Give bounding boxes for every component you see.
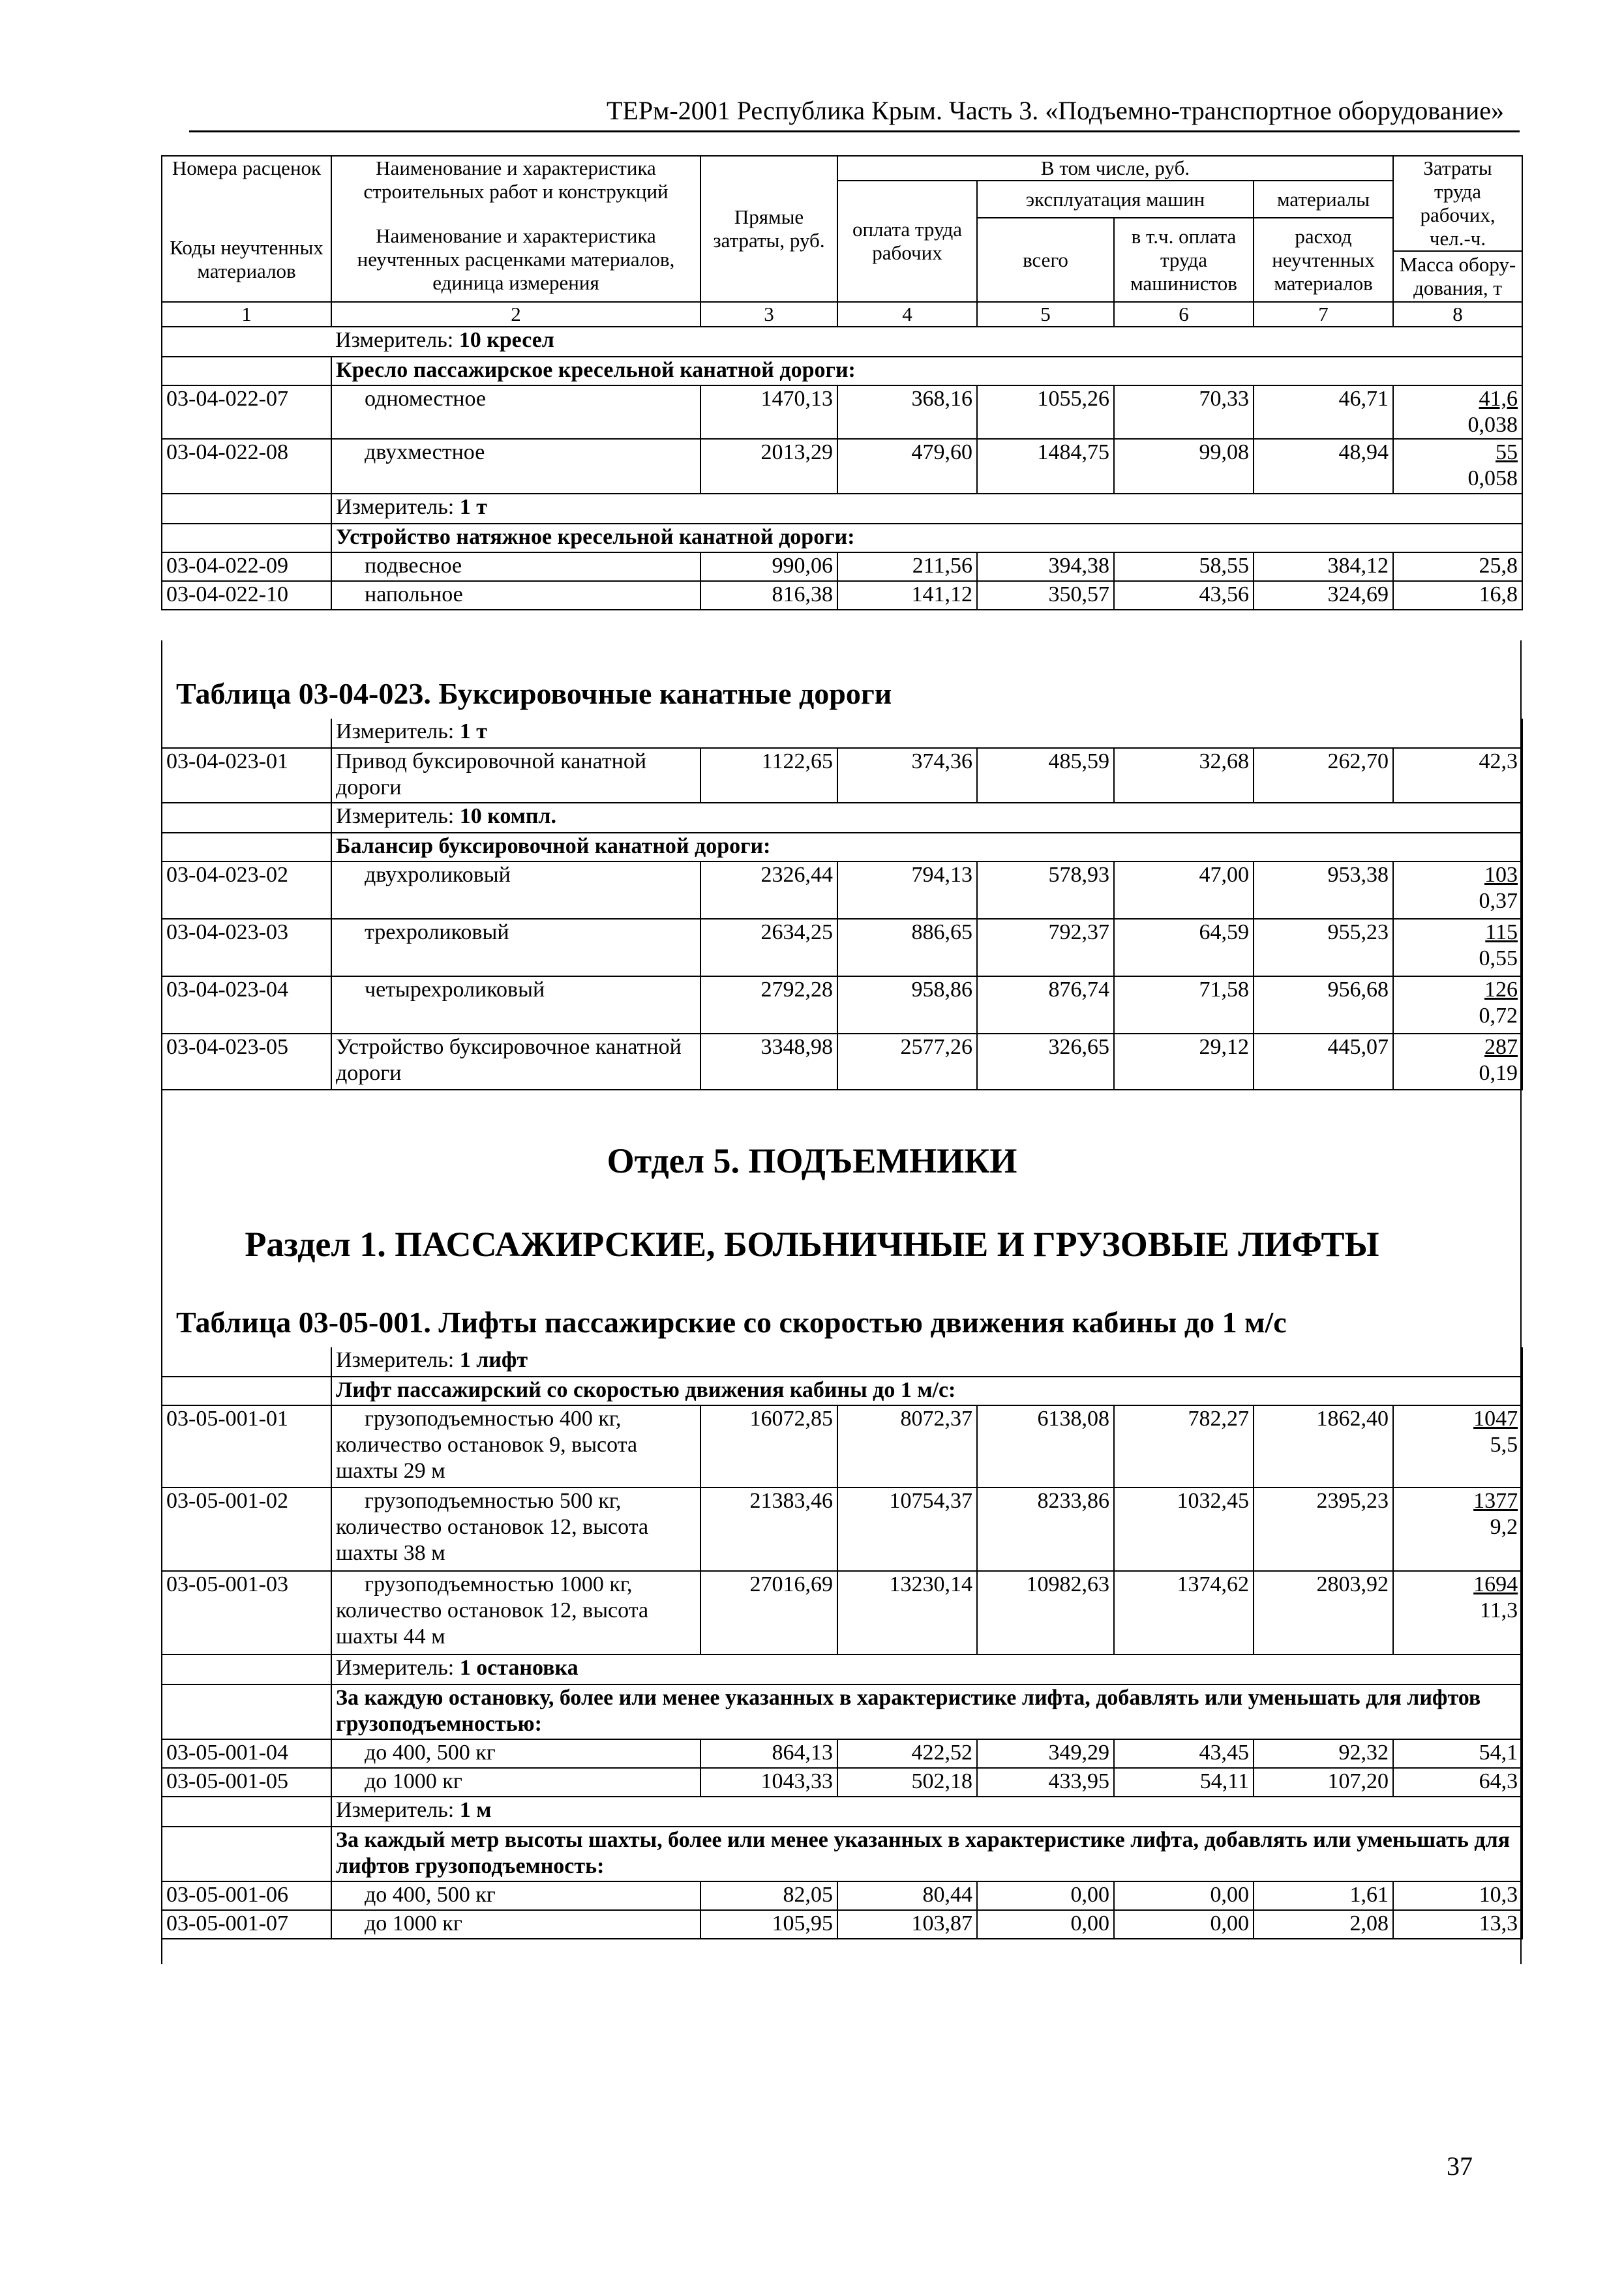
labor-costs: 13,3 bbox=[1393, 1910, 1522, 1939]
col-header-material-names: Наименование и характеристика неучтенных расценками материалов, единица измерения bbox=[331, 218, 700, 302]
direct-costs: 2792,28 bbox=[700, 976, 837, 1034]
rate-code: 03-04-023-05 bbox=[162, 1034, 331, 1090]
col-number-2: 2 bbox=[331, 302, 700, 327]
rate-name: трехроликовый bbox=[331, 919, 700, 976]
rate-code: 03-04-023-03 bbox=[162, 919, 331, 976]
labor-mass-cell: 41,6 0,038 bbox=[1393, 385, 1522, 439]
worker-pay: 886,65 bbox=[837, 919, 977, 976]
materials-cost: 2803,92 bbox=[1254, 1571, 1393, 1654]
direct-costs: 864,13 bbox=[700, 1739, 837, 1768]
worker-pay: 10754,37 bbox=[837, 1488, 977, 1571]
labor-mass-cell: 1694 11,3 bbox=[1393, 1571, 1522, 1654]
direct-costs: 16072,85 bbox=[700, 1405, 837, 1488]
measure-unit: Измеритель: 1 м bbox=[331, 1797, 1522, 1827]
worker-pay: 80,44 bbox=[837, 1881, 977, 1910]
measure-unit: Измеритель: 1 остановка bbox=[331, 1654, 1522, 1684]
col-header-machines-total: всего bbox=[977, 218, 1114, 302]
rate-code: 03-05-001-03 bbox=[162, 1571, 331, 1654]
materials-cost: 955,23 bbox=[1254, 919, 1393, 976]
machinist-pay: 47,00 bbox=[1114, 861, 1254, 919]
labor-mass-cell: 55 0,058 bbox=[1393, 439, 1522, 494]
rate-name: грузоподъемностью 1000 кг, количество остановок 12, высота шахты 44 м bbox=[331, 1571, 700, 1654]
rates-table-023 bbox=[161, 719, 1523, 1090]
col-header-direct-costs: Прямые затраты, руб. bbox=[700, 156, 837, 302]
measure-unit: Измеритель: 10 компл. bbox=[331, 803, 1522, 833]
machinist-pay: 1032,45 bbox=[1114, 1488, 1254, 1571]
group-heading: За каждую остановку, более или менее указанных в характеристике лифта, добавлять или уменьшать для лифтов грузоподъемностью: bbox=[331, 1684, 1522, 1739]
running-header: ТЕРм-2001 Республика Крым. Часть 3. «Подъемно-транспортное оборудование» bbox=[606, 96, 1504, 125]
labor-costs: 42,3 bbox=[1393, 748, 1522, 803]
machinist-pay: 54,11 bbox=[1114, 1768, 1254, 1797]
machines-total: 485,59 bbox=[977, 748, 1114, 803]
col-number-7: 7 bbox=[1254, 302, 1393, 327]
worker-pay: 141,12 bbox=[837, 581, 977, 610]
direct-costs: 3348,98 bbox=[700, 1034, 837, 1090]
division-title: Отдел 5. ПОДЪЕМНИКИ bbox=[607, 1141, 1017, 1180]
machinist-pay: 99,08 bbox=[1114, 439, 1254, 494]
machines-total: 349,29 bbox=[977, 1739, 1114, 1768]
materials-cost: 2,08 bbox=[1254, 1910, 1393, 1939]
machines-total: 578,93 bbox=[977, 861, 1114, 919]
labor-costs: 16,8 bbox=[1393, 581, 1522, 610]
machines-total: 394,38 bbox=[977, 552, 1114, 581]
col-number-3: 3 bbox=[700, 302, 837, 327]
materials-cost: 1862,40 bbox=[1254, 1405, 1393, 1488]
machinist-pay: 0,00 bbox=[1114, 1881, 1254, 1910]
machinist-pay: 1374,62 bbox=[1114, 1571, 1254, 1654]
labor-mass-cell: 1047 5,5 bbox=[1393, 1405, 1522, 1488]
machines-total: 0,00 bbox=[977, 1881, 1114, 1910]
group-heading: Кресло пассажирское кресельной канатной дороги: bbox=[331, 357, 1522, 385]
machinist-pay: 782,27 bbox=[1114, 1405, 1254, 1488]
machines-total: 792,37 bbox=[977, 919, 1114, 976]
machines-total: 350,57 bbox=[977, 581, 1114, 610]
machinist-pay: 0,00 bbox=[1114, 1910, 1254, 1939]
direct-costs: 2013,29 bbox=[700, 439, 837, 494]
direct-costs: 27016,69 bbox=[700, 1571, 837, 1654]
rate-code: 03-05-001-01 bbox=[162, 1405, 331, 1488]
rate-name: до 1000 кг bbox=[331, 1910, 700, 1939]
rate-code: 03-04-023-01 bbox=[162, 748, 331, 803]
col-header-rate-numbers: Номера расценок bbox=[162, 156, 331, 218]
rate-name: одноместное bbox=[331, 385, 700, 439]
materials-cost: 2395,23 bbox=[1254, 1488, 1393, 1571]
machines-total: 433,95 bbox=[977, 1768, 1114, 1797]
labor-mass-cell: 287 0,19 bbox=[1393, 1034, 1522, 1090]
worker-pay: 794,13 bbox=[837, 861, 977, 919]
worker-pay: 374,36 bbox=[837, 748, 977, 803]
machines-total: 326,65 bbox=[977, 1034, 1114, 1090]
worker-pay: 368,16 bbox=[837, 385, 977, 439]
col-number-1: 1 bbox=[162, 302, 331, 327]
materials-cost: 384,12 bbox=[1254, 552, 1393, 581]
machinist-pay: 70,33 bbox=[1114, 385, 1254, 439]
section-title: Раздел 1. ПАССАЖИРСКИЕ, БОЛЬНИЧНЫЕ И ГРУЗОВЫЕ ЛИФТЫ bbox=[245, 1225, 1379, 1264]
rate-name: напольное bbox=[331, 581, 700, 610]
measure-unit: Измеритель: 1 т bbox=[331, 494, 1522, 524]
labor-mass-cell: 115 0,55 bbox=[1393, 919, 1522, 976]
machinist-pay: 32,68 bbox=[1114, 748, 1254, 803]
materials-cost: 445,07 bbox=[1254, 1034, 1393, 1090]
direct-costs: 21383,46 bbox=[700, 1488, 837, 1571]
materials-cost: 953,38 bbox=[1254, 861, 1393, 919]
rate-name: Устройство буксировочное канатной дороги bbox=[331, 1034, 700, 1090]
materials-cost: 48,94 bbox=[1254, 439, 1393, 494]
labor-costs: 10,3 bbox=[1393, 1881, 1522, 1910]
worker-pay: 2577,26 bbox=[837, 1034, 977, 1090]
machinist-pay: 43,56 bbox=[1114, 581, 1254, 610]
col-header-machinist-pay: в т.ч. оплата труда машинистов bbox=[1114, 218, 1254, 302]
rate-code: 03-05-001-06 bbox=[162, 1881, 331, 1910]
rate-name: четырехроликовый bbox=[331, 976, 700, 1034]
machines-total: 6138,08 bbox=[977, 1405, 1114, 1488]
materials-cost: 92,32 bbox=[1254, 1739, 1393, 1768]
rate-code: 03-04-022-08 bbox=[162, 439, 331, 494]
machines-total: 876,74 bbox=[977, 976, 1114, 1034]
rate-name: до 400, 500 кг bbox=[331, 1881, 700, 1910]
rate-code: 03-05-001-05 bbox=[162, 1768, 331, 1797]
direct-costs: 990,06 bbox=[700, 552, 837, 581]
direct-costs: 1043,33 bbox=[700, 1768, 837, 1797]
materials-cost: 956,68 bbox=[1254, 976, 1393, 1034]
labor-costs: 64,3 bbox=[1393, 1768, 1522, 1797]
rate-code: 03-04-022-09 bbox=[162, 552, 331, 581]
rates-table-001 bbox=[161, 1347, 1523, 1939]
labor-mass-cell: 103 0,37 bbox=[1393, 861, 1522, 919]
col-number-4: 4 bbox=[837, 302, 977, 327]
group-heading: Устройство натяжное кресельной канатной дороги: bbox=[331, 524, 1522, 552]
labor-costs: 54,1 bbox=[1393, 1739, 1522, 1768]
direct-costs: 82,05 bbox=[700, 1881, 837, 1910]
col-number-5: 5 bbox=[977, 302, 1114, 327]
rate-name: подвесное bbox=[331, 552, 700, 581]
col-header-unaccounted-materials: расход неучтенных материалов bbox=[1254, 218, 1393, 302]
col-header-machine-operation: эксплуатация машин bbox=[977, 181, 1254, 218]
machines-total: 1484,75 bbox=[977, 439, 1114, 494]
rate-name: двухроликовый bbox=[331, 861, 700, 919]
direct-costs: 2326,44 bbox=[700, 861, 837, 919]
worker-pay: 13230,14 bbox=[837, 1571, 977, 1654]
group-heading: Балансир буксировочной канатной дороги: bbox=[331, 833, 1522, 861]
worker-pay: 958,86 bbox=[837, 976, 977, 1034]
machines-total: 1055,26 bbox=[977, 385, 1114, 439]
rate-name: двухместное bbox=[331, 439, 700, 494]
header-rule bbox=[189, 130, 1520, 132]
col-number-8: 8 bbox=[1393, 302, 1522, 327]
measure-unit: Измеритель: 1 т bbox=[331, 719, 1522, 748]
rate-code: 03-05-001-02 bbox=[162, 1488, 331, 1571]
worker-pay: 103,87 bbox=[837, 1910, 977, 1939]
direct-costs: 816,38 bbox=[700, 581, 837, 610]
worker-pay: 422,52 bbox=[837, 1739, 977, 1768]
rate-code: 03-04-022-07 bbox=[162, 385, 331, 439]
materials-cost: 46,71 bbox=[1254, 385, 1393, 439]
machinist-pay: 58,55 bbox=[1114, 552, 1254, 581]
labor-mass-cell: 1377 9,2 bbox=[1393, 1488, 1522, 1571]
col-header-including: В том числе, руб. bbox=[837, 156, 1393, 181]
rate-name: до 1000 кг bbox=[331, 1768, 700, 1797]
rate-code: 03-04-023-04 bbox=[162, 976, 331, 1034]
worker-pay: 8072,37 bbox=[837, 1405, 977, 1488]
direct-costs: 2634,25 bbox=[700, 919, 837, 976]
worker-pay: 211,56 bbox=[837, 552, 977, 581]
group-heading: Лифт пассажирский со скоростью движения кабины до 1 м/с: bbox=[331, 1377, 1522, 1405]
col-header-labor-costs: Затраты труда рабочих, чел.-ч. bbox=[1393, 156, 1522, 251]
rate-code: 03-05-001-04 bbox=[162, 1739, 331, 1768]
machinist-pay: 71,58 bbox=[1114, 976, 1254, 1034]
worker-pay: 479,60 bbox=[837, 439, 977, 494]
direct-costs: 1122,65 bbox=[700, 748, 837, 803]
table-title-03-04-023: Таблица 03-04-023. Буксировочные канатные дороги bbox=[176, 677, 892, 710]
group-heading: За каждый метр высоты шахты, более или менее указанных в характеристике лифта, добавлять или уменьшать для лифтов грузоподъемность: bbox=[331, 1827, 1522, 1881]
machinist-pay: 43,45 bbox=[1114, 1739, 1254, 1768]
worker-pay: 502,18 bbox=[837, 1768, 977, 1797]
page-number: 37 bbox=[1447, 2151, 1473, 2181]
col-header-work-name: Наименование и характеристика строительных работ и конструкций bbox=[331, 156, 700, 218]
col-number-6: 6 bbox=[1114, 302, 1254, 327]
direct-costs: 1470,13 bbox=[700, 385, 837, 439]
rates-table-top bbox=[161, 155, 1523, 610]
col-header-materials: материалы bbox=[1254, 181, 1393, 218]
machines-total: 0,00 bbox=[977, 1910, 1114, 1939]
machinist-pay: 29,12 bbox=[1114, 1034, 1254, 1090]
materials-cost: 262,70 bbox=[1254, 748, 1393, 803]
machines-total: 8233,86 bbox=[977, 1488, 1114, 1571]
rate-code: 03-04-022-10 bbox=[162, 581, 331, 610]
col-header-material-codes: Коды неучтенных материалов bbox=[162, 218, 331, 302]
measure-unit: Измеритель: 1 лифт bbox=[331, 1347, 1522, 1377]
materials-cost: 324,69 bbox=[1254, 581, 1393, 610]
measure-unit: Измеритель: 10 кресел bbox=[331, 327, 1522, 357]
machinist-pay: 64,59 bbox=[1114, 919, 1254, 976]
labor-costs: 25,8 bbox=[1393, 552, 1522, 581]
rate-name: грузоподъемностью 400 кг, количество остановок 9, высота шахты 29 м bbox=[331, 1405, 700, 1488]
rate-name: до 400, 500 кг bbox=[331, 1739, 700, 1768]
labor-mass-cell: 126 0,72 bbox=[1393, 976, 1522, 1034]
materials-cost: 1,61 bbox=[1254, 1881, 1393, 1910]
rate-code: 03-04-023-02 bbox=[162, 861, 331, 919]
machines-total: 10982,63 bbox=[977, 1571, 1114, 1654]
col-header-worker-pay: оплата труда рабочих bbox=[837, 181, 977, 302]
materials-cost: 107,20 bbox=[1254, 1768, 1393, 1797]
rate-name: Привод буксировочной канатной дороги bbox=[331, 748, 700, 803]
rate-code: 03-05-001-07 bbox=[162, 1910, 331, 1939]
table-title-03-05-001: Таблица 03-05-001. Лифты пассажирские со скоростью движения кабины до 1 м/с bbox=[176, 1306, 1287, 1339]
direct-costs: 105,95 bbox=[700, 1910, 837, 1939]
rate-name: грузоподъемностью 500 кг, количество остановок 12, высота шахты 38 м bbox=[331, 1488, 700, 1571]
col-header-equipment-mass: Масса обору-дования, т bbox=[1393, 251, 1522, 302]
